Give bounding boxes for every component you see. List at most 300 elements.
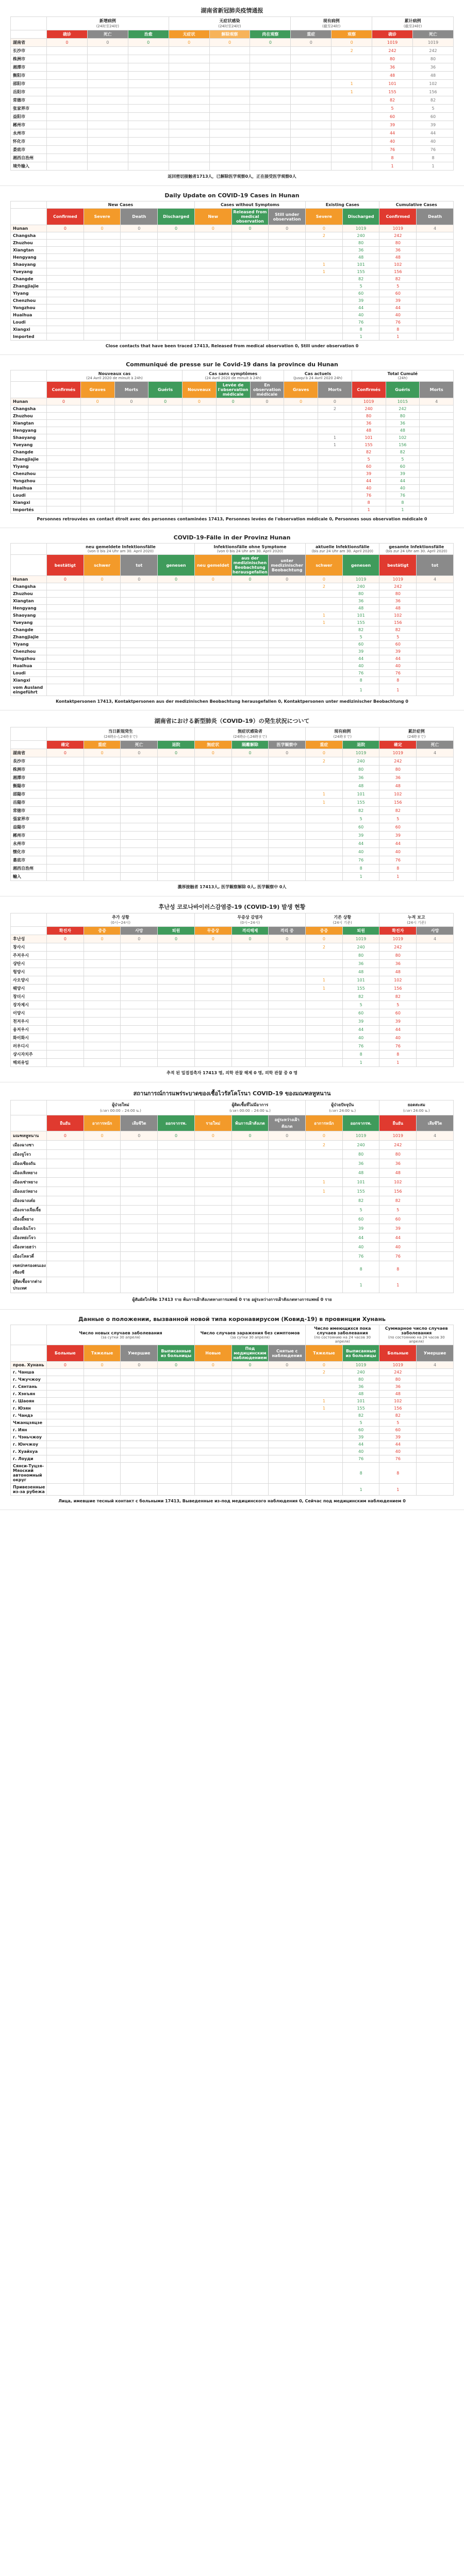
table-cell: 60 bbox=[342, 641, 379, 648]
table-cell bbox=[269, 1463, 306, 1484]
table-row bbox=[11, 1159, 454, 1168]
table-cell: 5 bbox=[379, 815, 417, 823]
table-cell bbox=[47, 121, 88, 129]
table-cell bbox=[216, 463, 250, 470]
group-header-period: (截至24时) bbox=[403, 24, 422, 28]
table-cell bbox=[84, 1261, 121, 1277]
group-header-period: (Jusqu'à 24 Avril 2020 24h) bbox=[293, 376, 342, 380]
table-cell bbox=[269, 960, 306, 968]
table-cell bbox=[84, 1042, 121, 1050]
table-cell bbox=[47, 774, 84, 782]
table-cell bbox=[306, 1383, 343, 1391]
table-cell: 156 bbox=[379, 1187, 417, 1196]
table-cell bbox=[318, 449, 352, 456]
table-cell bbox=[306, 648, 343, 655]
table-cell bbox=[169, 88, 209, 96]
region-name: 衡陽市 bbox=[11, 782, 47, 790]
table-cell bbox=[194, 1196, 231, 1206]
table-row bbox=[11, 290, 454, 297]
table-row bbox=[11, 799, 454, 807]
table-cell bbox=[291, 96, 332, 105]
table-cell bbox=[194, 993, 231, 1001]
region-name: Shaoyang bbox=[11, 434, 47, 442]
contact-summary: 濃厚接触者 17413人, 医学観察解除 0人, 医学観察中 0人 bbox=[177, 885, 287, 889]
column-header: 확진자 bbox=[379, 927, 417, 935]
table-cell: 39 bbox=[413, 121, 454, 129]
column-header: 死亡 bbox=[413, 30, 454, 39]
table-cell: 0 bbox=[47, 398, 81, 405]
table-row bbox=[11, 1427, 454, 1434]
table-cell bbox=[417, 1405, 454, 1412]
table-cell bbox=[417, 1369, 454, 1376]
table-cell bbox=[269, 823, 306, 832]
table-cell: 0 bbox=[231, 1131, 269, 1141]
table-cell bbox=[158, 840, 195, 848]
table-cell bbox=[231, 1243, 269, 1252]
column-header: Confirmed bbox=[47, 209, 84, 225]
table-cell bbox=[306, 1427, 343, 1434]
table-cell bbox=[84, 1463, 121, 1484]
table-cell bbox=[87, 146, 128, 154]
region-name: 湘西自治州 bbox=[11, 865, 47, 873]
table-cell: 1 bbox=[379, 1484, 417, 1496]
table-cell bbox=[158, 232, 195, 240]
table-cell bbox=[84, 823, 121, 832]
table-cell bbox=[417, 807, 454, 815]
table-cell bbox=[250, 420, 284, 427]
table-cell bbox=[169, 105, 209, 113]
column-header: Умершие bbox=[417, 1345, 454, 1362]
table-cell bbox=[231, 782, 269, 790]
table-cell bbox=[231, 1427, 269, 1434]
table-cell bbox=[169, 63, 209, 72]
section-title: 후난성 코로나바이러스감염증-19 (COVID-19) 발생 현황 bbox=[158, 904, 306, 910]
table-cell: 101 bbox=[342, 1178, 379, 1187]
table-cell bbox=[121, 968, 158, 976]
table-cell bbox=[194, 865, 231, 873]
table-cell: 39 bbox=[379, 1224, 417, 1233]
table-cell: 48 bbox=[342, 782, 379, 790]
table-cell: 1 bbox=[332, 88, 372, 96]
table-cell: 0 bbox=[269, 935, 306, 943]
table-cell bbox=[194, 684, 231, 696]
table-cell bbox=[231, 634, 269, 641]
region-name: 怀化市 bbox=[11, 138, 47, 146]
table-cell bbox=[269, 1159, 306, 1168]
cases-table bbox=[10, 1100, 454, 1293]
table-cell bbox=[306, 1243, 343, 1252]
table-cell bbox=[269, 254, 306, 261]
table-cell bbox=[121, 290, 158, 297]
table-cell: 48 bbox=[379, 1391, 417, 1398]
table-cell bbox=[158, 670, 195, 677]
table-cell bbox=[84, 655, 121, 663]
table-cell: 0 bbox=[47, 1131, 84, 1141]
table-cell: 156 bbox=[379, 1405, 417, 1412]
table-cell bbox=[269, 583, 306, 590]
table-cell bbox=[84, 1448, 121, 1455]
contact-summary: ผู้สัมผัสใกล้ชิด 17413 ราย พ้นการเฝ้าสังเกตทางการแพทย์ 0 ราย อยู่ระหว่างการเฝ้าสังเกตทางการแพทย์ 0 ราย bbox=[132, 1297, 332, 1302]
table-cell bbox=[47, 960, 84, 968]
table-cell bbox=[194, 663, 231, 670]
table-cell: 1 bbox=[318, 442, 352, 449]
table-cell bbox=[216, 485, 250, 492]
corner-cell bbox=[11, 544, 47, 555]
table-cell: 36 bbox=[372, 63, 413, 72]
table-cell bbox=[169, 47, 209, 55]
region-name: 헝양시 bbox=[11, 968, 47, 976]
table-cell: 0 bbox=[158, 225, 195, 232]
group-header-period: (24 Avril 2020 de minuit à 24h) bbox=[205, 376, 261, 380]
corner-cell bbox=[11, 382, 47, 398]
table-cell: 60 bbox=[342, 1009, 379, 1018]
table-cell bbox=[114, 506, 148, 514]
table-cell: 44 bbox=[342, 304, 379, 312]
table-cell bbox=[158, 276, 195, 283]
table-cell: 4 bbox=[417, 1131, 454, 1141]
table-cell: 60 bbox=[372, 113, 413, 121]
table-cell: 60 bbox=[379, 823, 417, 832]
table-cell bbox=[269, 634, 306, 641]
table-cell: 76 bbox=[386, 492, 420, 499]
table-cell bbox=[194, 1419, 231, 1427]
table-cell: 44 bbox=[379, 655, 417, 663]
table-cell: 76 bbox=[379, 1455, 417, 1463]
table-cell bbox=[306, 1001, 343, 1009]
table-cell: 1 bbox=[306, 1187, 343, 1196]
table-cell bbox=[231, 583, 269, 590]
table-cell: 82 bbox=[379, 626, 417, 634]
table-row bbox=[11, 626, 454, 634]
table-cell bbox=[306, 641, 343, 648]
table-cell bbox=[183, 413, 217, 420]
table-cell bbox=[417, 1233, 454, 1243]
table-cell bbox=[417, 634, 454, 641]
table-cell bbox=[417, 1059, 454, 1067]
table-cell: 0 bbox=[216, 398, 250, 405]
table-row bbox=[11, 1383, 454, 1391]
table-cell bbox=[306, 1159, 343, 1168]
table-cell bbox=[121, 790, 158, 799]
table-cell bbox=[148, 456, 183, 463]
column-header-row bbox=[11, 927, 454, 935]
region-name: Zhangjiajie bbox=[11, 283, 47, 290]
table-cell bbox=[231, 1419, 269, 1427]
table-cell bbox=[183, 434, 217, 442]
table-cell bbox=[158, 856, 195, 865]
table-cell: 76 bbox=[342, 319, 379, 326]
table-cell bbox=[121, 304, 158, 312]
table-cell bbox=[158, 655, 195, 663]
table-cell bbox=[158, 1463, 195, 1484]
region-name: г. Чэньчжоу bbox=[11, 1434, 47, 1441]
table-row bbox=[11, 405, 454, 413]
table-cell bbox=[47, 943, 84, 952]
table-row bbox=[11, 1412, 454, 1419]
table-cell bbox=[417, 605, 454, 612]
table-cell bbox=[47, 1001, 84, 1009]
table-cell bbox=[47, 276, 84, 283]
table-cell bbox=[216, 506, 250, 514]
table-cell: 80 bbox=[342, 952, 379, 960]
group-header-label: Cumulative Cases bbox=[395, 202, 437, 207]
table-cell bbox=[80, 485, 114, 492]
group-header-period: (截至24时) bbox=[322, 24, 341, 28]
table-cell bbox=[158, 598, 195, 605]
table-row bbox=[11, 312, 454, 319]
table-cell: 36 bbox=[413, 63, 454, 72]
table-row bbox=[11, 442, 454, 449]
region-name: г. Чжучжоу bbox=[11, 1376, 47, 1383]
table-cell bbox=[84, 319, 121, 326]
table-cell bbox=[194, 1412, 231, 1419]
table-cell bbox=[121, 976, 158, 985]
table-cell bbox=[306, 247, 343, 254]
group-header-label: 기존 상황 bbox=[334, 915, 352, 920]
table-cell: 242 bbox=[413, 47, 454, 55]
table-cell bbox=[194, 1243, 231, 1252]
table-cell bbox=[84, 648, 121, 655]
column-header: 确诊 bbox=[47, 30, 88, 39]
group-header bbox=[379, 201, 454, 209]
column-header: 隔離解除 bbox=[231, 741, 269, 749]
column-header: 확진자 bbox=[47, 927, 84, 935]
table-cell bbox=[47, 1448, 84, 1455]
table-cell bbox=[269, 985, 306, 993]
table-cell bbox=[306, 1150, 343, 1159]
table-cell bbox=[114, 405, 148, 413]
table-cell bbox=[269, 677, 306, 684]
table-cell bbox=[47, 684, 84, 696]
table-row bbox=[11, 449, 454, 456]
table-cell bbox=[231, 333, 269, 341]
table-cell bbox=[128, 154, 169, 162]
table-cell: 76 bbox=[379, 319, 417, 326]
region-name: Yueyang bbox=[11, 268, 47, 276]
table-cell bbox=[84, 799, 121, 807]
table-cell bbox=[169, 96, 209, 105]
region-name: Imported bbox=[11, 333, 47, 341]
table-cell bbox=[121, 766, 158, 774]
table-cell bbox=[417, 1427, 454, 1434]
table-cell bbox=[194, 583, 231, 590]
table-cell bbox=[420, 478, 454, 485]
region-name: 창사시 bbox=[11, 943, 47, 952]
table-cell bbox=[284, 456, 318, 463]
table-cell bbox=[158, 1059, 195, 1067]
table-cell bbox=[84, 1419, 121, 1427]
table-cell bbox=[417, 1196, 454, 1206]
table-cell: 39 bbox=[379, 648, 417, 655]
column-header: เสียชีวิต bbox=[121, 1115, 158, 1131]
region-name: เมืองจูโจว bbox=[11, 1150, 47, 1159]
table-cell: 48 bbox=[413, 72, 454, 80]
table-cell bbox=[121, 1150, 158, 1159]
table-cell bbox=[121, 670, 158, 677]
table-cell bbox=[269, 1277, 306, 1293]
table-row bbox=[11, 766, 454, 774]
table-cell bbox=[417, 1391, 454, 1398]
group-header-label: 累计病例 bbox=[404, 19, 421, 23]
corner-cell bbox=[11, 927, 47, 935]
table-cell: 102 bbox=[379, 612, 417, 619]
table-cell: 36 bbox=[386, 420, 420, 427]
table-row bbox=[11, 1215, 454, 1224]
column-header: 격리 중 bbox=[269, 927, 306, 935]
table-cell bbox=[284, 499, 318, 506]
table-cell: 60 bbox=[379, 290, 417, 297]
table-row bbox=[11, 1009, 454, 1018]
table-cell bbox=[231, 960, 269, 968]
table-cell bbox=[121, 1018, 158, 1026]
table-cell bbox=[47, 1427, 84, 1434]
table-cell bbox=[417, 774, 454, 782]
table-cell bbox=[269, 232, 306, 240]
table-cell bbox=[84, 774, 121, 782]
table-cell bbox=[216, 449, 250, 456]
table-cell bbox=[84, 968, 121, 976]
table-cell: 0 bbox=[47, 225, 84, 232]
table-cell bbox=[216, 499, 250, 506]
table-cell: 5 bbox=[342, 1001, 379, 1009]
column-header: genesen bbox=[342, 555, 379, 576]
region-name: Changsha bbox=[11, 405, 47, 413]
table-cell bbox=[417, 1252, 454, 1261]
report-section bbox=[0, 1310, 464, 1510]
region-name: 岳阳市 bbox=[11, 88, 47, 96]
table-row bbox=[11, 485, 454, 492]
table-cell: 1 bbox=[306, 790, 343, 799]
contact-summary: Personnes retrouvées en contact étroit avec des personnes contaminées 17413, Personnes levées de l'observation médicale 0, Personnes sous observation médicale 0 bbox=[37, 517, 427, 521]
table-cell bbox=[306, 605, 343, 612]
table-cell: 1 bbox=[342, 873, 379, 881]
table-cell bbox=[121, 1427, 158, 1434]
table-cell: 40 bbox=[342, 663, 379, 670]
table-cell bbox=[84, 790, 121, 799]
table-cell bbox=[291, 80, 332, 88]
table-row bbox=[11, 774, 454, 782]
table-row bbox=[11, 815, 454, 823]
table-cell bbox=[194, 1398, 231, 1405]
table-cell bbox=[194, 1150, 231, 1159]
section-title: Daily Update on COVID-19 Cases in Hunan bbox=[164, 192, 300, 199]
table-cell: 44 bbox=[413, 129, 454, 138]
table-cell: 0 bbox=[114, 398, 148, 405]
table-cell bbox=[417, 1178, 454, 1187]
table-cell bbox=[306, 1050, 343, 1059]
group-header-label: 现有病例 bbox=[323, 19, 340, 23]
table-cell: 1 bbox=[379, 873, 417, 881]
table-row bbox=[11, 121, 454, 129]
group-header-period: (24时至24时) bbox=[218, 24, 241, 28]
table-cell bbox=[121, 943, 158, 952]
column-header: อาการหนัก bbox=[306, 1115, 343, 1131]
table-cell bbox=[269, 1001, 306, 1009]
group-header-label: ผู้ป่วยใหม่ bbox=[112, 1103, 129, 1107]
table-cell bbox=[284, 442, 318, 449]
table-cell bbox=[158, 283, 195, 290]
table-cell bbox=[84, 1141, 121, 1150]
table-cell: 0 bbox=[121, 1362, 158, 1369]
table-cell bbox=[121, 619, 158, 626]
table-cell bbox=[84, 1034, 121, 1042]
region-name: Hunan bbox=[11, 225, 47, 232]
table-cell bbox=[47, 823, 84, 832]
region-name: เขตปกครองตนเองเซียงซี bbox=[11, 1261, 47, 1277]
table-cell bbox=[47, 626, 84, 634]
table-cell: 0 bbox=[194, 749, 231, 757]
table-cell: 39 bbox=[372, 121, 413, 129]
table-cell: 5 bbox=[379, 1001, 417, 1009]
table-cell bbox=[420, 499, 454, 506]
group-header bbox=[291, 17, 372, 30]
table-cell bbox=[194, 276, 231, 283]
column-header: Nouveaux bbox=[183, 382, 217, 398]
region-name: 사오양시 bbox=[11, 976, 47, 985]
table-row bbox=[11, 1261, 454, 1277]
table-cell: 0 bbox=[84, 1131, 121, 1141]
table-cell bbox=[420, 420, 454, 427]
table-cell bbox=[250, 105, 291, 113]
table-cell: 0 bbox=[194, 1131, 231, 1141]
table-row bbox=[11, 1050, 454, 1059]
table-cell: 8 bbox=[342, 865, 379, 873]
table-cell: 48 bbox=[386, 427, 420, 434]
table-cell: 0 bbox=[231, 1362, 269, 1369]
table-cell bbox=[306, 677, 343, 684]
column-header: 无症状 bbox=[169, 30, 209, 39]
table-cell bbox=[194, 1059, 231, 1067]
table-cell: 2 bbox=[306, 757, 343, 766]
report-section bbox=[0, 0, 464, 186]
column-header: 重症 bbox=[84, 741, 121, 749]
table-cell bbox=[84, 815, 121, 823]
table-cell bbox=[121, 283, 158, 290]
table-cell bbox=[231, 856, 269, 865]
table-cell bbox=[121, 677, 158, 684]
table-cell: 242 bbox=[386, 405, 420, 413]
table-cell: 44 bbox=[342, 1026, 379, 1034]
table-cell bbox=[87, 121, 128, 129]
region-name: 益阳市 bbox=[11, 113, 47, 121]
table-cell bbox=[284, 478, 318, 485]
table-cell bbox=[417, 848, 454, 856]
table-cell bbox=[84, 848, 121, 856]
table-cell bbox=[417, 283, 454, 290]
table-cell bbox=[183, 456, 217, 463]
table-cell bbox=[250, 413, 284, 420]
region-name: г. Лоуди bbox=[11, 1455, 47, 1463]
table-cell: 0 bbox=[84, 749, 121, 757]
table-cell bbox=[306, 670, 343, 677]
table-cell bbox=[306, 993, 343, 1001]
table-row bbox=[11, 254, 454, 261]
table-cell bbox=[417, 1412, 454, 1419]
table-cell bbox=[250, 456, 284, 463]
table-cell bbox=[194, 232, 231, 240]
table-cell bbox=[269, 1419, 306, 1427]
table-cell bbox=[47, 1224, 84, 1233]
corner-cell bbox=[11, 1345, 47, 1362]
table-cell bbox=[417, 976, 454, 985]
column-header: Severe bbox=[84, 209, 121, 225]
table-cell bbox=[121, 952, 158, 960]
table-cell bbox=[158, 873, 195, 881]
table-cell bbox=[128, 105, 169, 113]
table-cell bbox=[417, 782, 454, 790]
table-cell: 76 bbox=[379, 1252, 417, 1261]
region-name: Xiangxi bbox=[11, 326, 47, 333]
